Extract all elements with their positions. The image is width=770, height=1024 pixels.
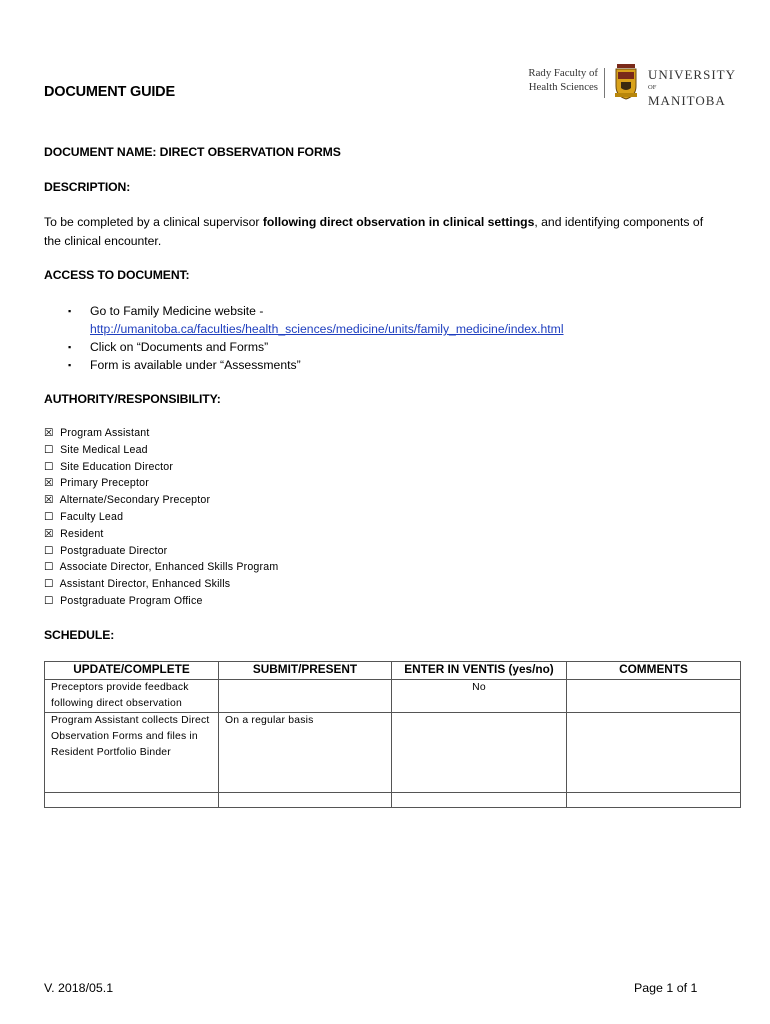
table-row [45,713,741,793]
checkbox-icon[interactable]: ☐ [44,578,54,591]
table-cell: On a regular basis [219,713,392,793]
checkbox-icon[interactable]: ☐ [44,443,54,456]
table-cell: Preceptors provide feedback following direct observation [45,680,219,713]
checkbox-icon[interactable]: ☒ [44,427,54,439]
role-assistant-director: ☐ Assistant Director, Enhanced Skills [44,576,278,593]
list-item: ▪ Go to Family Medicine website - http://umanitoba.ca/faculties/health_sciences/medicine/units/family_medicine/index.html [68,304,564,336]
table-cell [392,713,567,793]
checkbox-icon[interactable]: ☐ [44,561,54,574]
version-label: V. 2018/05.1 [44,981,114,995]
crest-icon [614,64,638,100]
list-item: ▪ Click on “Documents and Forms” [68,340,269,354]
schedule-heading: SCHEDULE: [44,628,115,642]
table-cell [45,793,219,808]
table-cell: No [392,680,567,713]
description-heading: DESCRIPTION: [44,180,131,194]
logo-divider [604,68,605,98]
column-header: UPDATE/COMPLETE [45,662,219,680]
checkbox-icon[interactable]: ☒ [44,494,54,507]
table-header-row [45,662,741,680]
role-site-medical-lead: ☐ Site Medical Lead [44,442,278,459]
checkbox-icon[interactable]: ☐ [44,460,54,473]
family-medicine-link[interactable]: http://umanitoba.ca/faculties/health_sciences/medicine/units/family_medicine/index.html [90,322,564,336]
university-name: UNIVERSITY OF MANITOBA [648,67,736,109]
table-row [45,793,741,808]
role-program-assistant: ☒ Program Assistant [44,425,278,442]
document-name: DOCUMENT NAME: DIRECT OBSERVATION FORMS [44,145,341,159]
faculty-name: Rady Faculty of Health Sciences [528,67,598,93]
role-faculty-lead: ☐ Faculty Lead [44,509,278,526]
table-cell [219,793,392,808]
list-item: ▪ Form is available under “Assessments” [68,358,301,372]
description-text: To be completed by a clinical supervisor following direct observation in clinical settings, and identifying components of the clinical encounter. [44,215,704,248]
checkbox-icon[interactable]: ☐ [44,594,54,607]
authority-heading: AUTHORITY/RESPONSIBILITY: [44,392,221,406]
role-resident: ☒ Resident [44,526,278,543]
table-cell [567,793,741,808]
table-cell [219,680,392,713]
access-heading: ACCESS TO DOCUMENT: [44,268,190,282]
access-list [46,302,564,374]
university-logo [518,64,736,109]
table-cell [567,713,741,793]
column-header: ENTER IN VENTIS (yes/no) [392,662,567,680]
table-row [45,680,741,713]
checkbox-icon[interactable]: ☒ [44,477,54,490]
page-title: DOCUMENT GUIDE [44,84,175,100]
table-cell [392,793,567,808]
bullet-icon: ▪ [68,342,72,352]
checkbox-icon[interactable]: ☒ [44,527,54,540]
checkbox-icon[interactable]: ☐ [44,544,54,557]
role-postgraduate-program-office: ☐ Postgraduate Program Office [44,593,278,610]
role-alternate-preceptor: ☒ Alternate/Secondary Preceptor [44,492,278,509]
role-postgraduate-director: ☐ Postgraduate Director [44,543,278,560]
column-header: SUBMIT/PRESENT [219,662,392,680]
page-number: Page 1 of 1 [634,981,698,995]
table-cell: Program Assistant collects Direct Observation Forms and files in Resident Portfolio Binder [45,713,219,793]
role-primary-preceptor: ☒ Primary Preceptor [44,475,278,492]
bullet-icon: ▪ [68,306,72,316]
schedule-table [44,661,741,808]
roles-list [44,425,278,610]
column-header: COMMENTS [567,662,741,680]
role-site-education-director: ☐ Site Education Director [44,459,278,476]
role-associate-director: ☐ Associate Director, Enhanced Skills Program [44,559,278,576]
checkbox-icon[interactable]: ☐ [44,510,54,523]
bullet-icon: ▪ [68,360,72,370]
table-cell [567,680,741,713]
